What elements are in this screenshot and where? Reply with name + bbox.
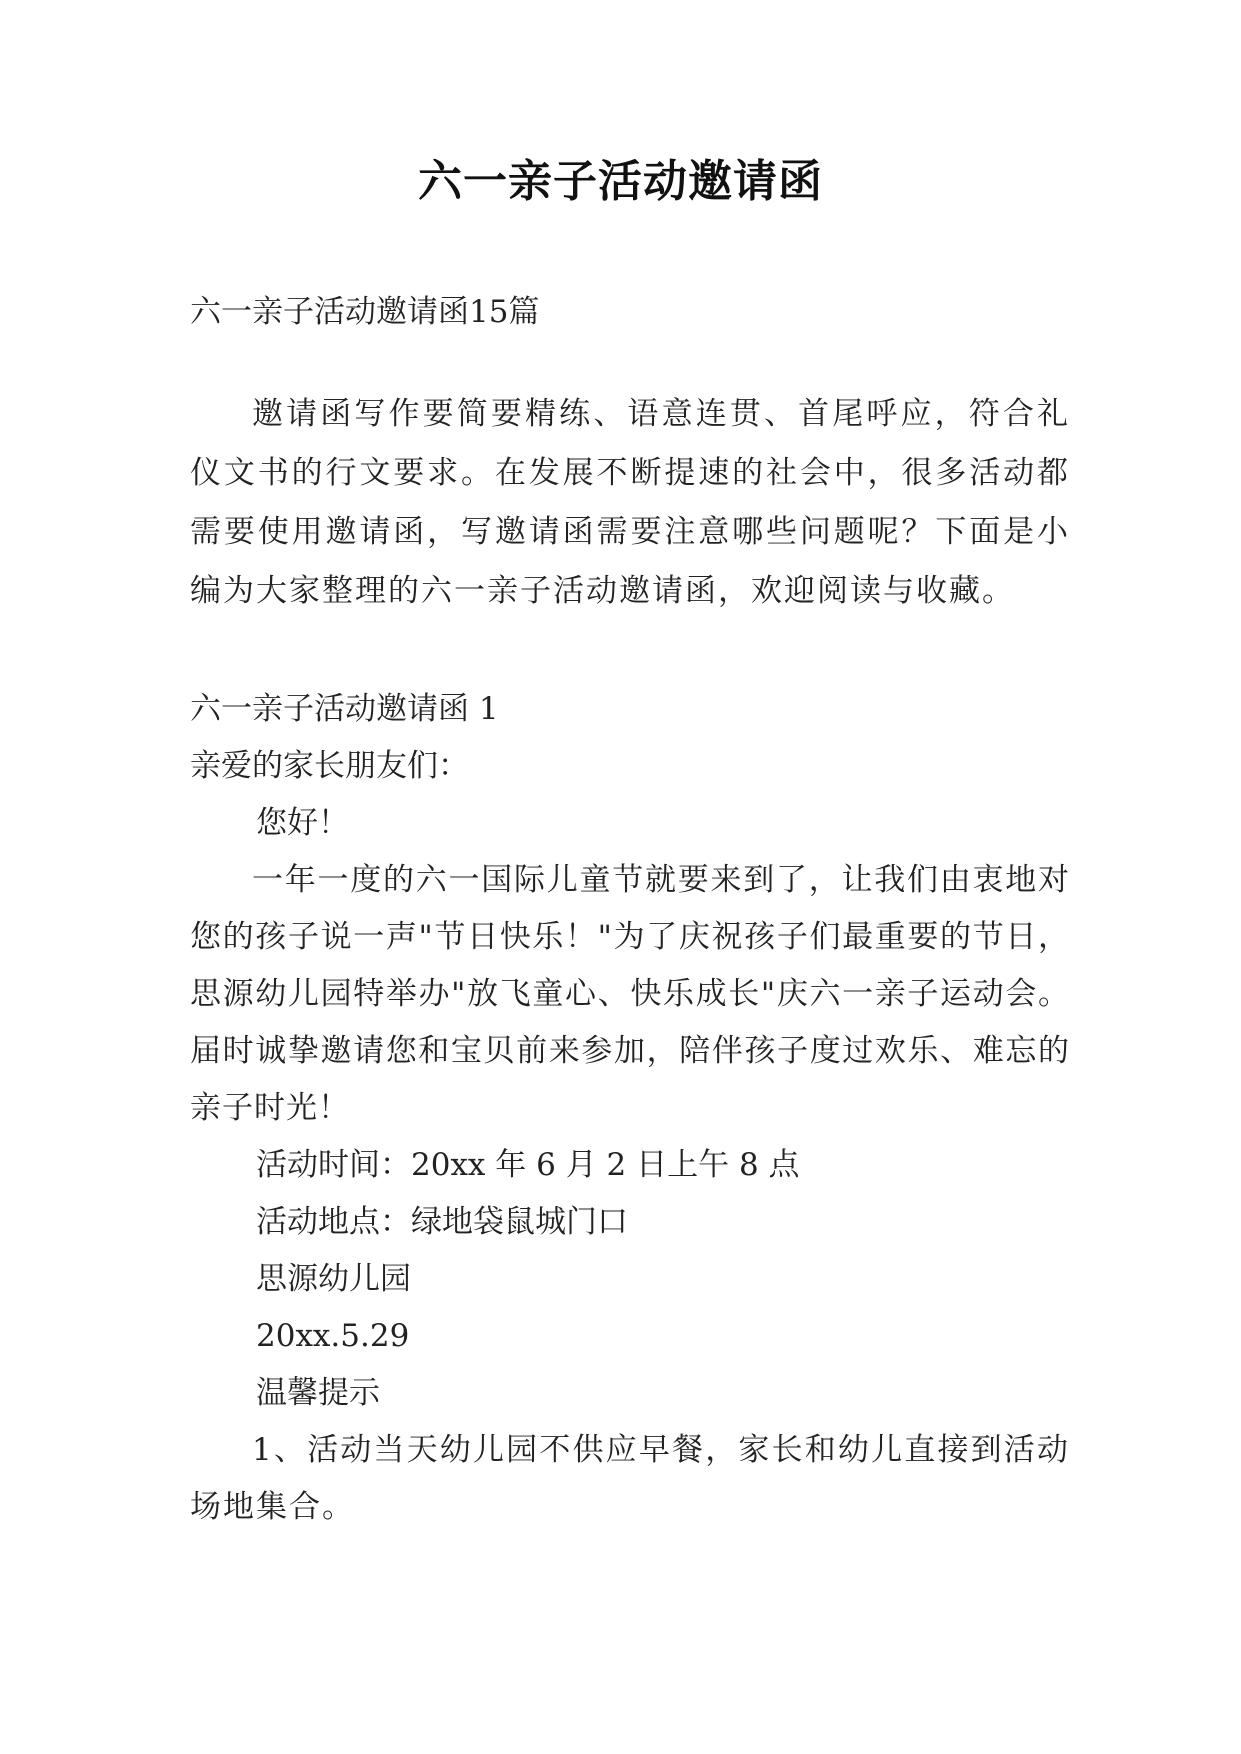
spacer: [190, 621, 1070, 681]
activity-time: 活动时间：20xx 年 6 月 2 日上午 8 点: [256, 1147, 800, 1183]
document-subtitle: 六一亲子活动邀请函15篇: [190, 294, 540, 330]
activity-place: 活动地点：绿地袋鼠城门口: [256, 1204, 628, 1240]
section-heading: 六一亲子活动邀请函 1: [190, 691, 499, 727]
salutation: 亲爱的家长朋友们：: [190, 748, 469, 784]
intro-paragraph: 邀请函写作要简要精练、语意连贯、首尾呼应，符合礼仪文书的行文要求。在发展不断提速的社会中，很多活动都需要使用邀请函，写邀请函需要注意哪些问题呢？下面是小编为大家整理的六一亲子活动邀请函，欢迎阅读与收藏。: [190, 396, 1070, 609]
document-title: 六一亲子活动邀请函: [418, 156, 823, 207]
invitation-paragraph: 一年一度的六一国际儿童节就要来到了，让我们由衷地对您的孩子说一声"节日快乐！"为了庆祝孩子们最重要的节日，思源幼儿园特举办"放飞童心、快乐成长"庆六一亲子运动会。届时诚挚邀请您和宝贝前来参加，陪伴孩子度过欢乐、难忘的亲子时光！: [190, 862, 1070, 1126]
signature-date: 20xx.5.29: [256, 1318, 410, 1354]
signature: 思源幼儿园: [256, 1261, 411, 1297]
tip-item: 1、活动当天幼儿园不供应早餐，家长和幼儿直接到活动场地集合。: [190, 1432, 1070, 1525]
spacer: [190, 341, 1070, 385]
document-body: [190, 284, 1070, 1536]
tips-heading: 温馨提示: [256, 1375, 380, 1411]
greeting: 您好！: [256, 805, 349, 841]
